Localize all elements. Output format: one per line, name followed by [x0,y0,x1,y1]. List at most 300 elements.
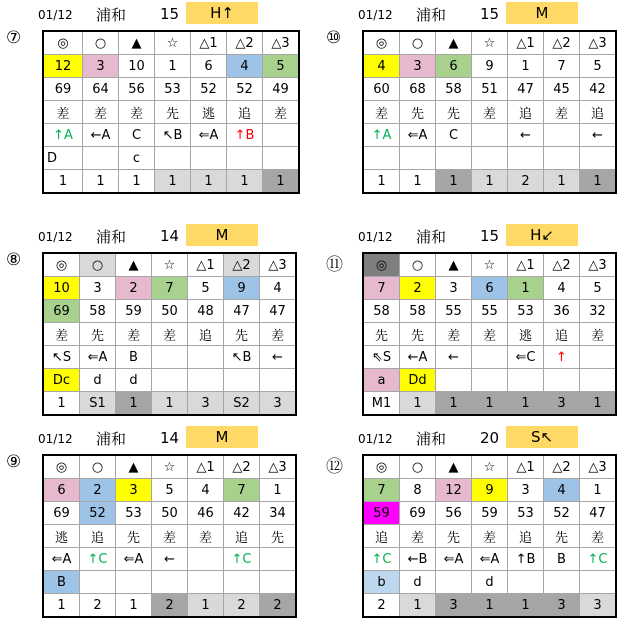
table-cell [188,571,224,594]
table-cell: 追 [508,101,544,124]
table-cell: 先 [80,323,116,346]
table-cell: 1 [83,170,119,194]
table-cell: ←A [83,124,119,147]
table-cell: 69 [43,78,83,101]
table-cell: ○ [400,31,436,55]
table-cell: 1 [116,392,152,416]
table-cell: 1 [400,594,436,618]
table-cell: 55 [472,300,508,323]
table-cell: 追 [80,525,116,548]
table-cell: 53 [508,502,544,525]
prediction-table [362,454,617,618]
table-cell: 3 [188,392,224,416]
table-cell: ⇐A [80,346,116,369]
table-cell: b [363,571,400,594]
prediction-table [362,30,617,194]
table-cell [508,147,544,170]
table-cell [263,124,300,147]
table-cell: 差 [580,323,617,346]
table-cell: 7 [363,277,400,300]
table-cell: △3 [580,31,617,55]
table-cell: 先 [116,525,152,548]
table-cell [224,369,260,392]
table-cell: 59 [363,502,400,525]
table-cell: 差 [43,323,80,346]
table-row [363,594,616,618]
table-row [363,300,616,323]
table-cell: ⇐A [116,548,152,571]
table-cell: 追 [227,101,263,124]
race-date: 01/12 [358,432,393,446]
table-cell: 3 [260,392,297,416]
table-cell: 差 [260,323,297,346]
table-cell: 47 [580,502,617,525]
table-cell: 差 [152,525,188,548]
table-cell: 先 [155,101,191,124]
table-cell [580,369,617,392]
table-cell: 7 [224,479,260,502]
runner-count: 20 [480,429,500,447]
track-condition: H↙ [506,224,578,246]
table-cell: 差 [119,101,155,124]
table-row [363,147,616,170]
table-cell: 差 [472,101,508,124]
table-cell [260,571,297,594]
table-cell: ☆ [152,253,188,277]
table-cell: 69 [400,502,436,525]
race-number: ⑦ [6,28,22,48]
table-cell: 52 [191,78,227,101]
table-cell: △3 [580,253,617,277]
table-cell: ⇐A [472,548,508,571]
table-cell [80,571,116,594]
table-cell: 10 [119,55,155,78]
table-cell: 7 [544,55,580,78]
table-cell [224,571,260,594]
table-cell [436,369,472,392]
table-cell: 2 [116,277,152,300]
table-row [43,323,296,346]
table-cell: 32 [580,300,617,323]
table-cell: 3 [83,55,119,78]
table-row [43,525,296,548]
table-cell: 4 [227,55,263,78]
table-cell: ⇖S [363,346,400,369]
table-cell: 58 [80,300,116,323]
table-cell: 3 [80,277,116,300]
table-cell: ◎ [363,253,400,277]
table-cell: d [80,369,116,392]
table-cell: ↑B [227,124,263,147]
table-row [363,346,616,369]
prediction-table [42,252,297,416]
table-cell: ← [260,346,297,369]
table-cell [508,571,544,594]
table-cell: 3 [436,594,472,618]
table-cell: 先 [436,101,472,124]
table-cell: ↑A [363,124,400,147]
prediction-table [42,454,297,618]
table-cell: 3 [116,479,152,502]
table-row [363,502,616,525]
table-cell: 3 [580,594,617,618]
table-cell: ← [580,124,617,147]
table-cell: 先 [224,323,260,346]
table-cell: 差 [580,525,617,548]
table-cell: 3 [436,277,472,300]
table-cell: 69 [43,300,80,323]
table-row [363,479,616,502]
table-cell: 1 [436,392,472,416]
table-cell: d [472,571,508,594]
table-cell: ○ [80,253,116,277]
table-cell: 1 [472,594,508,618]
table-cell [260,548,297,571]
table-cell: 3 [508,479,544,502]
runner-count: 15 [160,5,180,23]
table-cell: 1 [227,170,263,194]
table-cell: 51 [472,78,508,101]
table-cell: 追 [363,525,400,548]
table-cell: 1 [580,392,617,416]
table-cell: 59 [472,502,508,525]
table-cell: 2 [80,479,116,502]
table-cell [188,369,224,392]
table-cell: 5 [263,55,300,78]
table-cell: B [43,571,80,594]
table-row [363,455,616,479]
table-cell: 10 [43,277,80,300]
table-cell: 追 [508,525,544,548]
table-cell: 追 [224,525,260,548]
table-cell: 12 [436,479,472,502]
runner-count: 14 [160,429,180,447]
table-row [43,78,299,101]
table-cell: 6 [43,479,80,502]
table-cell: 34 [260,502,297,525]
table-cell: 1 [508,392,544,416]
table-cell: ◎ [43,455,80,479]
table-cell: 7 [152,277,188,300]
track-condition: M [186,426,258,448]
table-cell: 9 [224,277,260,300]
table-cell [544,571,580,594]
table-cell: ▲ [116,253,152,277]
table-row [43,455,296,479]
table-cell: 3 [400,55,436,78]
table-cell: 1 [400,170,436,194]
table-cell: 差 [400,525,436,548]
table-cell: 55 [436,300,472,323]
table-cell: 差 [83,101,119,124]
table-cell: 8 [400,479,436,502]
table-cell: △1 [508,31,544,55]
table-cell: △3 [263,31,300,55]
table-cell: 1 [116,594,152,618]
table-cell: B [116,346,152,369]
table-cell: ↑C [80,548,116,571]
table-row [363,323,616,346]
table-cell: 47 [260,300,297,323]
table-cell: 42 [224,502,260,525]
race-date: 01/12 [38,230,73,244]
table-cell: 46 [188,502,224,525]
table-cell: 5 [580,55,617,78]
table-cell: ☆ [472,31,508,55]
table-row [43,594,296,618]
table-cell: 先 [544,525,580,548]
table-cell: ◎ [363,455,400,479]
table-cell: 1 [263,170,300,194]
table-cell: 追 [188,323,224,346]
race-number: ⑨ [6,452,22,472]
table-cell: ↑ [544,346,580,369]
table-cell [191,147,227,170]
table-cell: 差 [188,525,224,548]
table-cell [472,369,508,392]
table-cell: △3 [260,455,297,479]
race-header [0,2,320,24]
table-row [43,277,296,300]
table-cell: 5 [152,479,188,502]
table-cell: 50 [152,502,188,525]
table-cell [152,571,188,594]
table-cell [116,571,152,594]
table-cell: ○ [400,253,436,277]
table-cell: 68 [400,78,436,101]
table-cell: 1 [580,479,617,502]
table-cell: 2 [260,594,297,618]
table-cell: 3 [544,594,580,618]
table-cell: 59 [116,300,152,323]
table-row [363,369,616,392]
table-cell: 1 [155,170,191,194]
table-cell: 42 [580,78,617,101]
table-row [43,479,296,502]
table-cell: ↖S [43,346,80,369]
table-cell: △3 [260,253,297,277]
prediction-table [42,30,300,194]
table-cell [544,369,580,392]
table-row [363,78,616,101]
table-cell: 逃 [43,525,80,548]
table-cell: ⇐C [508,346,544,369]
table-row [363,253,616,277]
table-cell: ⇐A [436,548,472,571]
table-cell: 1 [43,594,80,618]
table-cell [227,147,263,170]
table-cell: 4 [260,277,297,300]
table-cell: △2 [544,455,580,479]
table-cell: ○ [83,31,119,55]
race-card [320,0,640,212]
table-cell: 1 [580,170,617,194]
table-cell: 先 [363,323,400,346]
table-cell: ▲ [116,455,152,479]
table-cell: ← [508,124,544,147]
table-cell: ▲ [436,253,472,277]
table-row [43,346,296,369]
table-row [363,101,616,124]
table-cell: 48 [188,300,224,323]
table-cell [508,369,544,392]
table-cell [188,346,224,369]
table-cell: ▲ [436,31,472,55]
table-cell: 53 [155,78,191,101]
table-cell: 1 [508,55,544,78]
table-cell: B [544,548,580,571]
race-header [0,224,320,246]
table-cell [263,147,300,170]
table-cell: 差 [363,101,400,124]
table-row [43,253,296,277]
table-cell: d [116,369,152,392]
table-cell: △1 [191,31,227,55]
table-row [43,392,296,416]
race-date: 01/12 [358,8,393,22]
table-cell: ○ [400,455,436,479]
table-cell: 56 [436,502,472,525]
race-number: ⑪ [326,255,343,275]
table-cell: 3 [544,392,580,416]
table-cell: 先 [260,525,297,548]
table-cell: M1 [363,392,400,416]
table-cell: ▲ [119,31,155,55]
table-cell [544,147,580,170]
table-cell [580,346,617,369]
table-cell: 先 [400,101,436,124]
table-cell: a [363,369,400,392]
table-cell: 45 [544,78,580,101]
table-cell: 49 [263,78,300,101]
table-cell: 差 [263,101,300,124]
table-cell [83,147,119,170]
table-cell: ◎ [43,31,83,55]
table-cell: 2 [80,594,116,618]
table-cell: 差 [544,101,580,124]
table-cell: 1 [43,170,83,194]
table-cell: 1 [508,277,544,300]
table-cell: 差 [472,323,508,346]
table-cell [400,147,436,170]
table-cell: 差 [436,323,472,346]
table-cell: 2 [152,594,188,618]
table-cell: 5 [188,277,224,300]
table-cell: 追 [544,323,580,346]
table-cell: 先 [400,323,436,346]
table-cell: 53 [508,300,544,323]
table-cell: 52 [544,502,580,525]
race-venue: 浦和 [96,430,127,448]
table-cell: △1 [188,253,224,277]
race-header [320,2,640,24]
track-condition: H↑ [186,2,258,24]
table-cell: 1 [43,392,80,416]
table-row [43,548,296,571]
track-condition: M [186,224,258,246]
race-card [0,0,320,212]
table-cell: △2 [544,253,580,277]
table-cell: 12 [43,55,83,78]
prediction-table [362,252,617,416]
table-cell: 追 [580,101,617,124]
table-cell: 差 [116,323,152,346]
table-cell: ← [436,346,472,369]
table-cell: 50 [152,300,188,323]
table-cell: 先 [436,525,472,548]
table-cell: 2 [363,594,400,618]
table-cell: 9 [472,55,508,78]
table-row [363,571,616,594]
table-cell: 1 [155,55,191,78]
table-cell: Dd [400,369,436,392]
race-card [320,424,640,636]
table-cell: ○ [80,455,116,479]
table-row [363,525,616,548]
table-cell: ↑C [363,548,400,571]
table-cell: 2 [224,594,260,618]
table-cell [472,124,508,147]
table-cell [436,571,472,594]
table-cell: ← [152,548,188,571]
race-number: ⑫ [326,457,343,477]
table-cell: 58 [400,300,436,323]
table-cell: 58 [436,78,472,101]
table-cell [155,147,191,170]
runner-count: 14 [160,227,180,245]
track-condition: S↖ [506,426,578,448]
table-cell: ◎ [363,31,400,55]
table-row [43,571,296,594]
table-cell: 差 [152,323,188,346]
table-cell [580,147,617,170]
table-cell: 逃 [508,323,544,346]
table-cell: 58 [363,300,400,323]
table-cell: ↑B [508,548,544,571]
table-cell [472,147,508,170]
table-cell: 69 [43,502,80,525]
table-cell: 7 [363,479,400,502]
table-cell: 6 [436,55,472,78]
table-cell: △1 [508,253,544,277]
table-cell [363,147,400,170]
table-cell: 4 [544,479,580,502]
table-cell: ↖B [224,346,260,369]
table-cell: C [436,124,472,147]
table-cell: 1 [152,392,188,416]
table-cell: 1 [472,170,508,194]
table-cell: ←B [400,548,436,571]
table-cell: S2 [224,392,260,416]
table-cell: 2 [508,170,544,194]
table-cell: 2 [400,277,436,300]
table-cell [544,124,580,147]
table-cell: 56 [119,78,155,101]
table-row [43,170,299,194]
table-cell: △3 [580,455,617,479]
race-card [0,424,320,636]
table-cell: ↖B [155,124,191,147]
table-cell: ☆ [152,455,188,479]
table-cell: c [119,147,155,170]
table-cell: 5 [580,277,617,300]
table-cell: 53 [116,502,152,525]
table-row [363,55,616,78]
table-cell: 1 [400,392,436,416]
table-cell: 1 [260,479,297,502]
table-cell: ↑A [43,124,83,147]
race-venue: 浦和 [416,228,447,246]
